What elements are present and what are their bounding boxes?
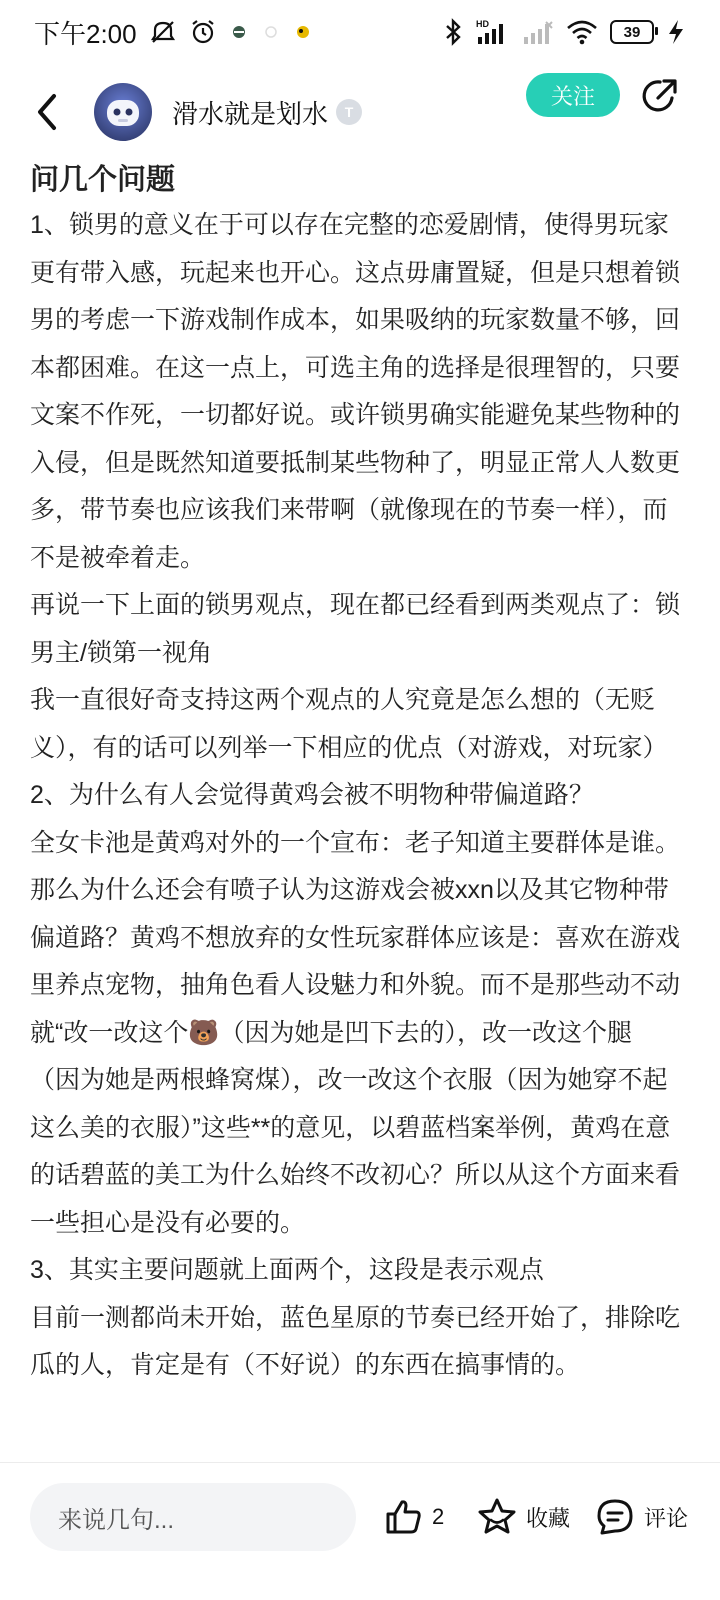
back-arrow-icon xyxy=(32,92,64,132)
app-notification-icon xyxy=(229,22,249,42)
share-icon xyxy=(640,76,680,116)
post-paragraph: 全女卡池是黄鸡对外的一个宣布：老子知道主要群体是谁。那么为什么还会有喷子认为这游戏会被xxn以及其它物种带偏道路？黄鸡不想放弃的女性玩家群体应该是：喜欢在游戏里养点宠物，抽角色看人设魅力和外貌。而不是那些动不动就“改一改这个🐻（因为她是凹下去的），改一改这个腿（因为她是两根蜂窝煤），改一改这个衣服（因为她穿不起这么美的衣服）”这些**的意见，以碧蓝档案举例，黄鸡在意的话碧蓝的美工为什么始终不改初心？所以从这个方面来看一些担心是没有必要的。 xyxy=(30,828,681,1237)
back-button[interactable] xyxy=(24,88,72,136)
comment-button[interactable] xyxy=(594,1495,688,1539)
comment-label: 评论 xyxy=(644,1505,689,1531)
post-title: 问几个问题 xyxy=(30,164,176,196)
signal-weak-icon xyxy=(522,18,554,46)
alarm-icon xyxy=(189,18,217,46)
svg-text:HD: HD xyxy=(476,19,489,29)
signal-icon xyxy=(476,18,510,46)
status-bar-right xyxy=(442,18,686,46)
follow-button[interactable]: 关注 xyxy=(526,73,620,117)
post-paragraph: 再说一下上面的锁男观点，现在都已经看到两类观点了：锁男主/锁第一视角 xyxy=(30,591,681,667)
status-time: 下午2:00 xyxy=(34,18,137,49)
status-bar-left xyxy=(34,14,313,51)
author-name[interactable]: 滑水就是划水 xyxy=(172,98,329,129)
post-paragraph: 目前一测都尚未开始，蓝色星原的节奏已经开始了，排除吃瓜的人，肯定是有（不好说）的东西在搞事情的。 xyxy=(30,1303,681,1379)
favorite-button[interactable] xyxy=(476,1495,570,1539)
wifi-icon xyxy=(566,18,598,46)
bluetooth-icon xyxy=(442,18,464,46)
app-notification-icon xyxy=(261,22,281,42)
post-paragraph: 3、其实主要问题就上面两个，这段是表示观点 xyxy=(30,1256,544,1284)
bottom-action-bar xyxy=(0,1462,720,1600)
like-count: 2 xyxy=(432,1504,445,1529)
robot-avatar-icon xyxy=(100,89,146,135)
comment-icon xyxy=(594,1496,636,1538)
thumbs-up-icon xyxy=(384,1497,424,1537)
post-paragraph: 我一直很好奇支持这两个观点的人究竟是怎么想的（无贬义），有的话可以列举一下相应的优点（对游戏，对玩家） xyxy=(30,686,668,762)
post-content xyxy=(30,158,680,1390)
star-icon xyxy=(476,1496,518,1538)
comment-input[interactable]: 来说几句... xyxy=(30,1483,356,1551)
like-button[interactable] xyxy=(384,1495,444,1539)
app-notification-icon xyxy=(293,22,313,42)
status-bar xyxy=(0,0,720,64)
battery-icon xyxy=(610,20,654,44)
post-paragraph: 1、锁男的意义在于可以存在完整的恋爱剧情，使得男玩家更有带入感，玩起来也开心。这点毋庸置疑，但是只想着锁男的考虑一下游戏制作成本，如果吸纳的玩家数量不够，回本都困难。在这一点上，可选主角的选择是很理智的，只要文案不作死，一切都好说。或许锁男确实能避免某些物种的入侵，但是既然知道要抵制某些物种了，明显正常人人数更多，带节奏也应该我们来带啊（就像现在的节奏一样），而不是被牵着走。 xyxy=(30,211,681,572)
charging-icon xyxy=(666,18,686,46)
post-paragraph: 2、为什么有人会觉得黄鸡会被不明物种带偏道路？ xyxy=(30,781,594,809)
level-badge: T xyxy=(336,99,362,125)
battery-level: 39 xyxy=(623,23,641,41)
favorite-label: 收藏 xyxy=(526,1505,571,1531)
post-header xyxy=(0,64,720,160)
author-avatar[interactable] xyxy=(94,83,152,141)
share-button[interactable] xyxy=(638,74,682,118)
mute-icon xyxy=(149,18,177,46)
